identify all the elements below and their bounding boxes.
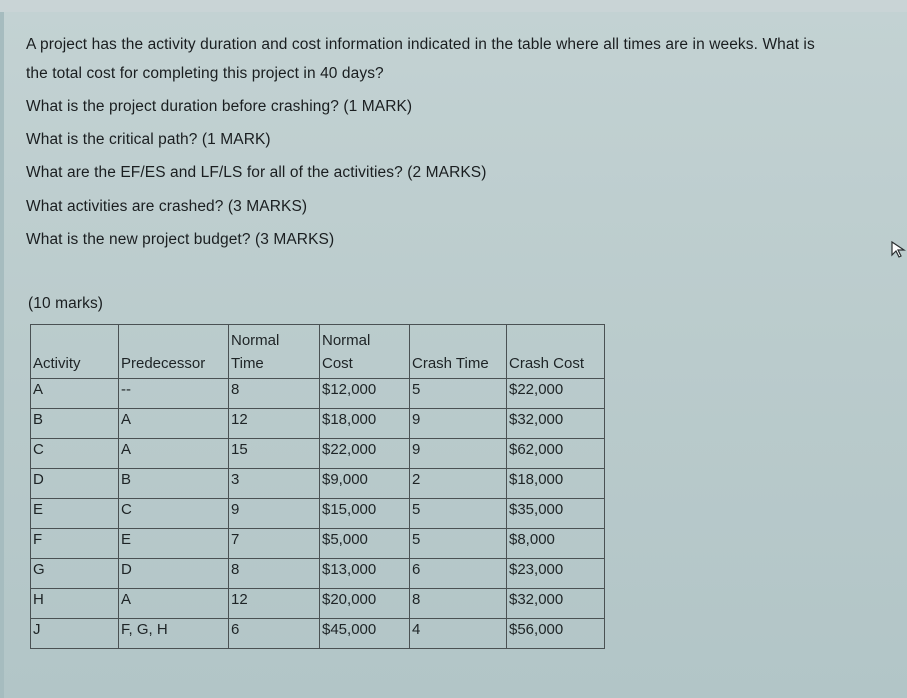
cell-normal-cost: $9,000 [320, 469, 410, 499]
cell-normal-cost: $20,000 [320, 589, 410, 619]
cell-crash-cost: $22,000 [507, 379, 605, 409]
cell-crash-time: 9 [410, 439, 507, 469]
cell-normal-time: 8 [229, 559, 320, 589]
sub-question-crashed: What activities are crashed? (3 MARKS) [26, 198, 308, 215]
cell-normal-time: 3 [229, 469, 320, 499]
table-row [31, 589, 605, 619]
header-crash-time: Crash Time [410, 325, 507, 379]
cell-normal-time: 6 [229, 619, 320, 649]
cell-crash-cost: $32,000 [507, 589, 605, 619]
cell-predecessor: C [119, 499, 229, 529]
header-predecessor: Predecessor [119, 325, 229, 379]
cell-crash-cost: $18,000 [507, 469, 605, 499]
cell-crash-time: 8 [410, 589, 507, 619]
cell-predecessor: B [119, 469, 229, 499]
header-normal-time-line-1: Normal [231, 332, 280, 349]
table-row [31, 499, 605, 529]
cell-predecessor: A [119, 439, 229, 469]
table-row [31, 559, 605, 589]
cell-crash-time: 2 [410, 469, 507, 499]
header-crash-cost: Crash Cost [507, 325, 605, 379]
cell-predecessor: A [119, 409, 229, 439]
cell-activity: C [31, 439, 119, 469]
cell-normal-cost: $22,000 [320, 439, 410, 469]
cell-normal-cost: $5,000 [320, 529, 410, 559]
cell-normal-cost: $12,000 [320, 379, 410, 409]
cell-normal-time: 12 [229, 409, 320, 439]
cell-normal-time: 12 [229, 589, 320, 619]
header-normal-time [229, 325, 320, 379]
cell-predecessor: -- [119, 379, 229, 409]
cell-crash-cost: $56,000 [507, 619, 605, 649]
cell-crash-time: 9 [410, 409, 507, 439]
cell-normal-time: 9 [229, 499, 320, 529]
cell-normal-time: 8 [229, 379, 320, 409]
top-strip [0, 0, 907, 12]
header-normal-cost-line-2: Cost [322, 355, 353, 372]
header-normal-cost-line-1: Normal [322, 332, 371, 349]
cell-normal-cost: $18,000 [320, 409, 410, 439]
cell-crash-cost: $32,000 [507, 409, 605, 439]
table-row [31, 469, 605, 499]
cell-normal-time: 15 [229, 439, 320, 469]
marks-label: (10 marks) [28, 295, 104, 312]
cell-activity: G [31, 559, 119, 589]
cell-activity: F [31, 529, 119, 559]
activity-table [30, 324, 605, 649]
cell-predecessor: D [119, 559, 229, 589]
cell-crash-time: 4 [410, 619, 507, 649]
question-line-1: A project has the activity duration and cost information indicated in the table where all times are in weeks. What is [26, 36, 815, 53]
cell-normal-cost: $45,000 [320, 619, 410, 649]
cell-predecessor: E [119, 529, 229, 559]
table-header-row [31, 325, 605, 379]
sub-question-duration: What is the project duration before crashing? (1 MARK) [26, 98, 413, 115]
cell-normal-cost: $15,000 [320, 499, 410, 529]
cell-predecessor: F, G, H [119, 619, 229, 649]
cell-crash-cost: $8,000 [507, 529, 605, 559]
question-line-2: the total cost for completing this project in 40 days? [26, 65, 384, 82]
cell-crash-time: 5 [410, 529, 507, 559]
table-row [31, 379, 605, 409]
cell-normal-time: 7 [229, 529, 320, 559]
table-row [31, 619, 605, 649]
cell-crash-time: 6 [410, 559, 507, 589]
cell-crash-time: 5 [410, 499, 507, 529]
sub-question-critical-path: What is the critical path? (1 MARK) [26, 131, 271, 148]
cell-activity: B [31, 409, 119, 439]
header-normal-time-line-2: Time [231, 355, 264, 372]
cell-predecessor: A [119, 589, 229, 619]
table-row [31, 529, 605, 559]
cell-crash-time: 5 [410, 379, 507, 409]
header-activity: Activity [31, 325, 119, 379]
cell-crash-cost: $23,000 [507, 559, 605, 589]
table-row [31, 409, 605, 439]
sub-question-ef-es: What are the EF/ES and LF/LS for all of the activities? (2 MARKS) [26, 164, 487, 181]
sub-question-budget: What is the new project budget? (3 MARKS) [26, 231, 335, 248]
cell-crash-cost: $62,000 [507, 439, 605, 469]
cell-activity: J [31, 619, 119, 649]
cell-normal-cost: $13,000 [320, 559, 410, 589]
cell-activity: A [31, 379, 119, 409]
table-row [31, 439, 605, 469]
cell-activity: E [31, 499, 119, 529]
mouse-pointer-icon [890, 240, 907, 258]
cell-activity: H [31, 589, 119, 619]
header-normal-cost [320, 325, 410, 379]
cell-crash-cost: $35,000 [507, 499, 605, 529]
cell-activity: D [31, 469, 119, 499]
